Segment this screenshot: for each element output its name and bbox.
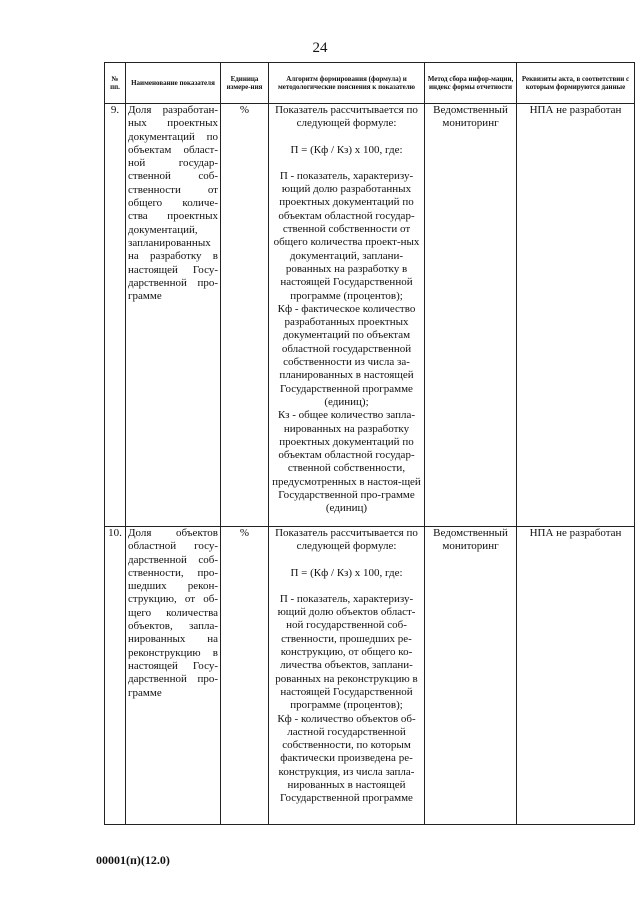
header-unit: Единица измере-ния [221, 63, 269, 104]
table-header-row [105, 63, 635, 104]
collection-method: Ведомственный мониторинг [425, 104, 517, 527]
row-number: 10. [105, 527, 126, 825]
algorithm-definition-p: П - показатель, характеризу-ющий долю объектов област-ной государственной соб-ственности, прошедших ре-конструкцию, от общего ко-личества объектов, заплани-рованных на реконструкцию в настоящей Государственной программе (процентов); [275, 592, 418, 712]
algorithm-intro: Показатель рассчитывается по следующей формуле: [275, 104, 418, 130]
algorithm-cell [269, 104, 425, 527]
header-act: Реквизиты акта, в соответствии с которым формируются данные [517, 63, 635, 104]
algorithm-definition-p: П - показатель, характеризу-ющий долю разработанных проектных документаций по объектам областной государ-ственной собственности от общего количества проект-ных документаций, заплани-рованных на разработку в настоящей Государственной программе (процентов); [273, 169, 420, 302]
table-row [105, 527, 635, 825]
legal-act: НПА не разработан [517, 527, 635, 825]
collection-method: Ведомственный мониторинг [425, 527, 517, 825]
unit-of-measure: % [221, 527, 269, 825]
legal-act: НПА не разработан [517, 104, 635, 527]
algorithm-definition-kf: Кф - количество объектов об-ластной государственной собственности, по которым фактически произведена ре-конструкция, из числа запла-нированных в настоящей Государственной программе [277, 712, 416, 805]
table-row [105, 104, 635, 527]
page-number: 24 [312, 40, 328, 56]
indicator-name: Доля разработан-ных проектных документаций по объектам област-ной государ-ственной соб-ственности от общего количе-ства проектных документаций, запланированных на разработку в настоящей Госу-дарственной про-грамме [126, 104, 221, 527]
algorithm-formula: П = (Кф / Кз) x 100, где: [290, 143, 403, 156]
algorithm-definition-kz: Кз - общее количество запла-нированных на разработку проектных документаций по объектам областной государ-ственной собственности, предусмотренных в настоя-щей Государственной про-грамме (единиц) [272, 409, 421, 515]
indicator-name: Доля объектов областной госу-дарственной соб-ственности, про-шедших рекон-струкцию, от об-щего количества объектов, запла-нированных на реконструкцию в настоящей Госу-дарственной про-грамме [126, 527, 221, 825]
algorithm-cell [269, 527, 425, 825]
row-number: 9. [105, 104, 126, 527]
unit-of-measure: % [221, 104, 269, 527]
header-method: Метод сбора инфор-мации, индекс формы отчетности [425, 63, 517, 104]
header-name: Наименование показателя [126, 63, 221, 104]
algorithm-intro: Показатель рассчитывается по следующей формуле: [275, 527, 418, 553]
document-code: 00001(п)(12.0) [96, 853, 170, 867]
header-num: № пп. [105, 63, 126, 104]
header-algorithm: Алгоритм формирования (формула) и методологические пояснения к показателю [269, 63, 425, 104]
algorithm-definition-kf: Кф - фактическое количество разработанных проектных документаций по объектам областной государственной собственности из числа за-планированных в настоящей Государственной программе (единиц); [277, 302, 416, 408]
indicators-table [104, 62, 635, 825]
algorithm-formula: П = (Кф / Кз) x 100, где: [290, 566, 403, 579]
